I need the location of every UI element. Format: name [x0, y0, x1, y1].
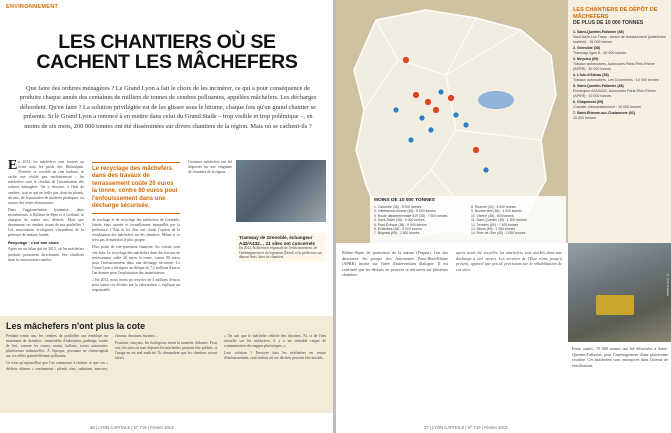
photo-credit: © Lyon Capitale	[666, 273, 670, 297]
small-site-item: 9. Bourbe-tete (38) : 3 000 tonnes	[471, 209, 522, 214]
sidebar-paragraph: Leur solution ? Envoyer tous les mâchefers en centre d'enfouissement, seul endroit où ces déchets peuvent être stockés.	[224, 351, 326, 361]
site-marker	[413, 92, 420, 99]
small-site-marker	[463, 122, 469, 128]
legend-item: 3. Meyzieu (69) Travaux autoroutiers, Autoroutes Paris-Rhin-Rhône (APRR) : 30 000 tonnes	[573, 57, 655, 71]
small-site-marker	[408, 137, 414, 143]
lake	[478, 91, 514, 109]
site-marker	[448, 95, 455, 102]
small-site-item: 11. Saint-Quentin (38) : 1 500 tonnes	[471, 218, 527, 223]
photo-truck	[568, 243, 671, 342]
photo-caption	[236, 233, 326, 262]
small-site-item: 4. Saint-Savin (38) : 5 000 tonnes	[374, 218, 425, 223]
right-column-1: Rhône-Alpes de protection de la nature (Frapna), l'un des directeurs du groupe des Autoroutes Paris-Rhin-Rhône (APRR) insiste sur l'idée d'intervention dialogue. Il est confirmé que les déchets ne peuvent se retrouver sur plusieurs chantiers.	[342, 250, 448, 278]
small-site-item: 12. Tezelles (69) : 7 400 tonnes	[471, 222, 519, 227]
pull-quote: Le recyclage des mâchefers dans des travaux de terrassement coûte 20 euros la tonne, contre 80 euros pour l'enfouissement dans une décharge sécurisée.	[92, 162, 180, 214]
recyclage-subhead: Recyclage : c'est son choix	[8, 240, 59, 246]
small-site-item: 7. Brignais (69) : 2 800 tonnes	[374, 231, 420, 236]
right-column-3: Entre autres, 70 000 tonnes ont été déversées à Saint-Quentin-Fallavier, pour l'aménagement d'une plateforme routière. Ces mâchefers sont entreposés dans l'attente de réutilisation.	[572, 346, 668, 368]
legend-item: 2. Grenoble (38) Tramway, ligne B : 40 000 tonnes	[573, 46, 627, 56]
dropcap: E	[8, 160, 18, 173]
sidebar-paragraph: Pendant trente ans, les cendres de poubelles ont remblayé un maximum de chantiers : immeubles d'habitation, parkings, routes de fect, comme les routes, routes, ballasts, toutes autoroutes, plateformes industrielles. À l'époque, personne ne s'interrogeait sur ces effets potentiellement polluants.	[6, 334, 108, 359]
headline-line-2: CACHENT LES MÂCHEFERS	[36, 51, 298, 73]
legend-list	[573, 30, 666, 121]
article-column-2	[92, 218, 180, 312]
legend-title: LES CHANTIERS DE DÉPÔT DE MÂCHEFERS	[573, 7, 658, 20]
small-site-item: 5. Pont-Évêque (38) : 9 000 tonnes	[374, 222, 427, 227]
truck-shape	[596, 295, 634, 315]
chapo: Que faire des ordures ménagères ? Le Grand Lyon a fait le choix de les incinérer, ce qui a pour conséquence de produire chaque année des centaines de milliers de tonnes de cendres polluantes, appelées mâchefers. Les décharges débordent. Qu'en faire ? La solution privilégiée est de les glisser sous le bitume, chaque fois qu'un grand chantier se présente. Si le Grand Lyon a renoncé à en mettre dans celui du Grand Stade – trop visible et trop polémique –, en moins de six mois, 200 000 tonnes ont été disséminées sur divers chantiers de la région. Mais où se cachent-ils ?	[19, 85, 317, 130]
legend-item: 1. Saint-Quentin-Fallavier (38) Nord-Isère Lux Trans : centre de terrassement (plateforme routière) : 15 000 tonnes	[573, 30, 666, 44]
sidebar-paragraph: Ce n'est qu'aujourd'hui que l'on commence à réaliser ce que ces « déchets ultimes » contiennent : plomb, zinc, cadmium, mercure, chrome, dioxines, furanes…	[6, 334, 159, 371]
small-sites-box	[370, 196, 566, 243]
right-article-columns	[342, 250, 566, 410]
article-columns	[8, 160, 326, 312]
col1b-text: Dans l'agglomération lyonnaise, deux incinérateurs, à Rillieux-la-Pape et à Gerland, se chargent de traiter nos déchets. Mais que deviennent ces cendres issues de nos poubelles ? Les associations écologistes s'inquiètent de la présence de métaux lourds.	[8, 207, 84, 238]
small-site-marker	[453, 112, 459, 118]
legend-item: 4. L'Isle-d'Abeau (38) Travaux autoroutiers, Les Colombiers : 10 000 tonnes	[573, 73, 659, 83]
sidebar-paragraph: « On sait que le mâchefer relâche des dioxines. Et, si de l'eau ruisselle sur les mâchefers, il y a un véritable risque de contamination des nappes phréatiques. »	[224, 334, 326, 349]
small-site-item: 13. Mions (69) : 1 900 tonnes	[471, 227, 516, 232]
col2c-text: « En 2012, nous avons pu recycler de 3 millions d'euros pour traiter ces déchets par la valorisation », explique un responsable.	[92, 278, 180, 293]
sidebar-body	[6, 334, 326, 410]
small-site-item: 6. Echirolles (38) : 6 000 tonnes	[374, 227, 422, 232]
folio-right: 37 | LYON CAPITALE | N° 719 | Février 2013	[424, 425, 508, 430]
right-column-2: après avoir été recyclés, les mâchefers sont stockés dans une décharge à ciel ouvert. Les services de l'État n'ont, jusqu'à présent, apporté que peu de précisions sur la réhabilitation de ces sites.	[456, 250, 562, 272]
legend-item: 7. Saint-Étienne-sur-Chalaronne (01) 25 000 tonnes	[573, 111, 636, 121]
legend-subtitle: DE PLUS DE 10 000 TONNES	[573, 20, 644, 27]
small-site-item: 2. Villefranche-Bonne (38) : 8 500 tonnes	[374, 209, 436, 214]
sidebar-paragraph: Pourtant, cinq ans, les écologistes tirent la sonnette d'alarme. Pour eux, les sites où sont déposés les mâchefers peuvent être pollués, si l'usage en est mal maîtrisé. Ils demandent que les chantiers soient suivis.	[115, 341, 217, 361]
small-sites-list	[374, 205, 562, 236]
col1c-text: Après un un bilan qui en 2012, où les mâchefers produits pourraient directement être réutilisés dans la construction routière.	[8, 247, 84, 262]
small-site-item: 10. Vienne (38) : 800 tonnes	[471, 213, 514, 218]
headline	[8, 32, 326, 72]
col2b-text: D'un point de vue purement financier, les calculs sont vite faits. Le recyclage des mâchefers dans des travaux de terrassement coûte 20 euros la tonne, contre 80 euros pour l'enfouissement dans une décharge sécurisée. Le Grand Lyon a dû signer un chèque de 7,2 millions d'euros l'an dernier pour l'exploitation des incinérateurs.	[92, 245, 180, 275]
col1-text: n 2013, les mâchefers vont trouver un écrin sous les pieds des Rhônalpins. Derrière ce vocable un rien barbare, se cache une réalité peu enchanteresse : les mâchefers sont le résultat de l'incinération des ordures ménagères. On y retrouve, à l'état de cendres, tout ce qui ne brûle pas, dont du plomb, du zinc, de la poussière de matières plastiques, ou encore des restes alimentaires.	[8, 160, 84, 205]
photo-caption-title: Tramway de Grenoble, échangeur A42/A432… 21 sites ont concernés	[239, 235, 316, 246]
folio-left: 36 | LYON CAPITALE | N° 719 | Février 2013	[90, 425, 174, 430]
col2-text: de stockage et de recyclage des mâchefers de Grenoble, laissés états saturés et formellement interpellés par la préfecture. L'État et les élus ont choisi l'option de la réutilisation des mâchefers sur les chantiers. Même si ce n'est pas le matériau le plus propre.	[92, 218, 180, 243]
site-marker	[403, 57, 410, 64]
photo-caption-text: En 2012, la direction régionale de l'environnement, de l'aménagement et du logement (Dreal) et la préfecture ont déposé leurs listes de chantiers.	[239, 246, 323, 260]
article-column-1	[8, 160, 84, 312]
small-sites-title: MOINS DE 10 000 TONNES	[374, 198, 435, 203]
small-site-marker	[428, 127, 434, 133]
headline-line-1: LES CHANTIERS OÙ SE	[58, 31, 276, 53]
col3-text: Certaines mâchefers ont été dispersés sur une vingtaine de chantiers de la région.	[188, 160, 232, 175]
site-marker	[433, 107, 440, 114]
article-column-3	[188, 160, 232, 312]
photo-tramway	[236, 160, 326, 260]
small-site-marker	[438, 89, 444, 95]
small-site-item: 14. Rive-de-Gier (42) : 2 000 tonnes	[471, 231, 526, 236]
legend-item: 5. Saint-Quentin-Fallavier (38) Échangeur A42/A432, Autoroutes Paris-Rhin-Rhône (APRR) : 10 000 tonnes	[573, 84, 656, 98]
left-page	[0, 0, 333, 433]
small-site-marker	[483, 167, 489, 173]
sidebar-box	[0, 316, 333, 413]
site-marker	[473, 147, 480, 154]
section-tag: ENVIRONNEMENT	[6, 4, 59, 10]
legend-item: 6. Chaponost (69) Chantier d'assainissement : 10 000 tonnes	[573, 100, 641, 110]
small-site-item: 3. Route départementale 519 (38) : 7 500 tonnes	[374, 213, 448, 218]
sidebar-title: Les mâchefers n'ont plus la cote	[6, 321, 146, 331]
small-site-item: 1. Caluvoite (38) : 5 000 tonnes	[374, 205, 422, 209]
small-site-item: 8. Roanne (42) : 3 000 tonnes	[471, 205, 517, 209]
legend-panel	[568, 0, 671, 243]
small-site-marker	[419, 115, 425, 121]
site-marker	[425, 99, 432, 106]
small-site-marker	[393, 107, 399, 113]
